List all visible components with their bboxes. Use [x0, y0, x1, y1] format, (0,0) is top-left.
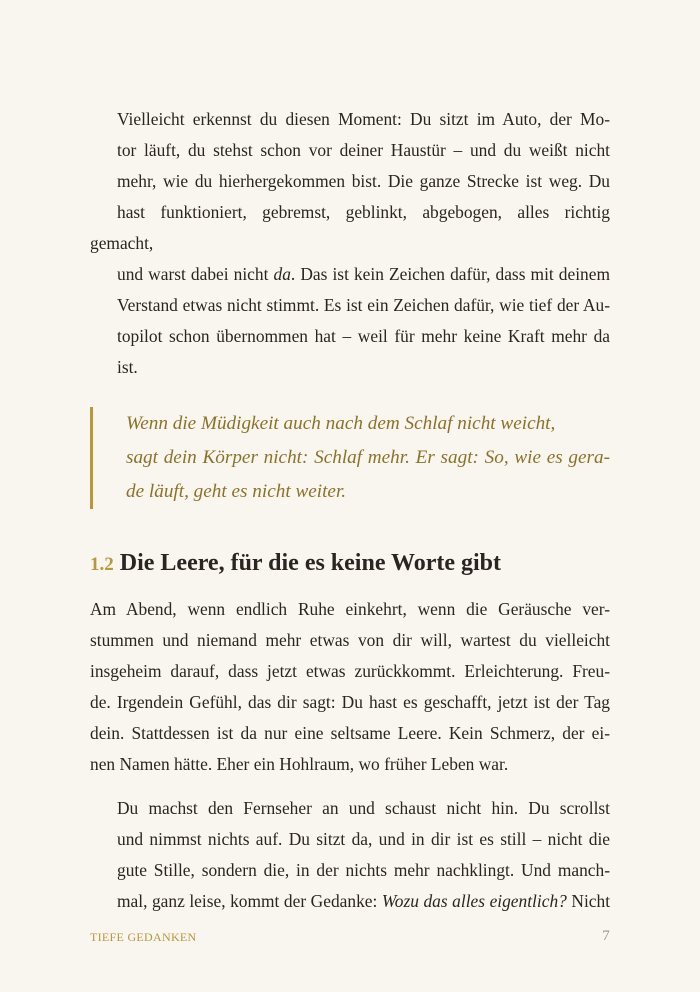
text-line: gute Stille, sondern die, in der nichts mehr nachklingt. Und manch- [117, 860, 610, 880]
text-run: mal, ganz leise, kommt der Gedanke: [117, 891, 382, 911]
body-paragraph-2 [90, 594, 610, 780]
section-number: 1.2 [90, 554, 114, 575]
page-footer [90, 930, 610, 945]
quote-line: de läuft, geht es nicht weiter. [126, 481, 347, 502]
text-line: nen Namen hätte. Eher ein Hohlraum, wo früher Leben war. [90, 754, 509, 774]
running-title: TIEFE GEDANKEN [90, 930, 197, 944]
text-run: und warst dabei nicht [117, 264, 274, 284]
text-line: stummen und niemand mehr etwas von dir will, wartest du vielleicht [90, 630, 610, 650]
page-number: 7 [602, 928, 610, 944]
text-line: de. Irgendein Gefühl, das dir sagt: Du hast es geschafft, jetzt ist der Tag [90, 692, 610, 712]
quote-line: Wenn die Müdigkeit auch nach dem Schlaf nicht weicht, [126, 413, 556, 434]
text-run: . Das ist kein Zeichen dafür, dass mit deinem [290, 264, 610, 284]
section-title: Die Leere, für die es keine Worte gibt [119, 550, 502, 576]
pull-quote [90, 407, 610, 509]
quote-line: sagt dein Körper nicht: Schlaf mehr. Er sagt: So, wie es gera- [126, 447, 610, 468]
text-line [90, 886, 610, 917]
text-line: Am Abend, wenn endlich Ruhe einkehrt, wenn die Geräusche ver- [90, 599, 610, 619]
text-line: insgeheim darauf, dass jetzt etwas zurückkommt. Erleichterung. Freu- [90, 661, 610, 681]
text-line: Verstand etwas nicht stimmt. Es ist ein Zeichen dafür, wie tief der Au- [117, 295, 610, 315]
text-line: und nimmst nichts auf. Du sitzt da, und in dir ist es still – nicht die [117, 829, 610, 849]
text-line: Du machst den Fernseher an und schaust nicht hin. Du scrollst [117, 798, 610, 818]
text-line: hast funktioniert, gebremst, geblinkt, abgebogen, alles richtig gemacht, [90, 202, 610, 253]
text-line: tor läuft, du stehst schon vor deiner Haustür – und du weißt nicht [117, 140, 610, 160]
text-line: mehr, wie du hierhergekommen bist. Die ganze Strecke ist weg. Du [117, 171, 610, 191]
body-paragraph-1 [90, 104, 610, 383]
emphasis-text: Wozu das alles eigentlich? [381, 891, 567, 911]
text-line: dein. Stattdessen ist da nur eine seltsame Leere. Kein Schmerz, der ei- [90, 723, 610, 743]
body-paragraph-3 [90, 793, 610, 917]
text-line: ist. [117, 357, 138, 377]
text-line: Vielleicht erkennst du diesen Moment: Du sitzt im Auto, der Mo- [117, 109, 610, 129]
page-body [90, 104, 610, 917]
emphasis-text: da [273, 264, 291, 284]
text-line [90, 259, 610, 290]
text-run: Nicht [566, 891, 611, 911]
section-heading [90, 547, 610, 581]
text-line: topilot schon übernommen hat – weil für mehr keine Kraft mehr da [117, 326, 610, 346]
